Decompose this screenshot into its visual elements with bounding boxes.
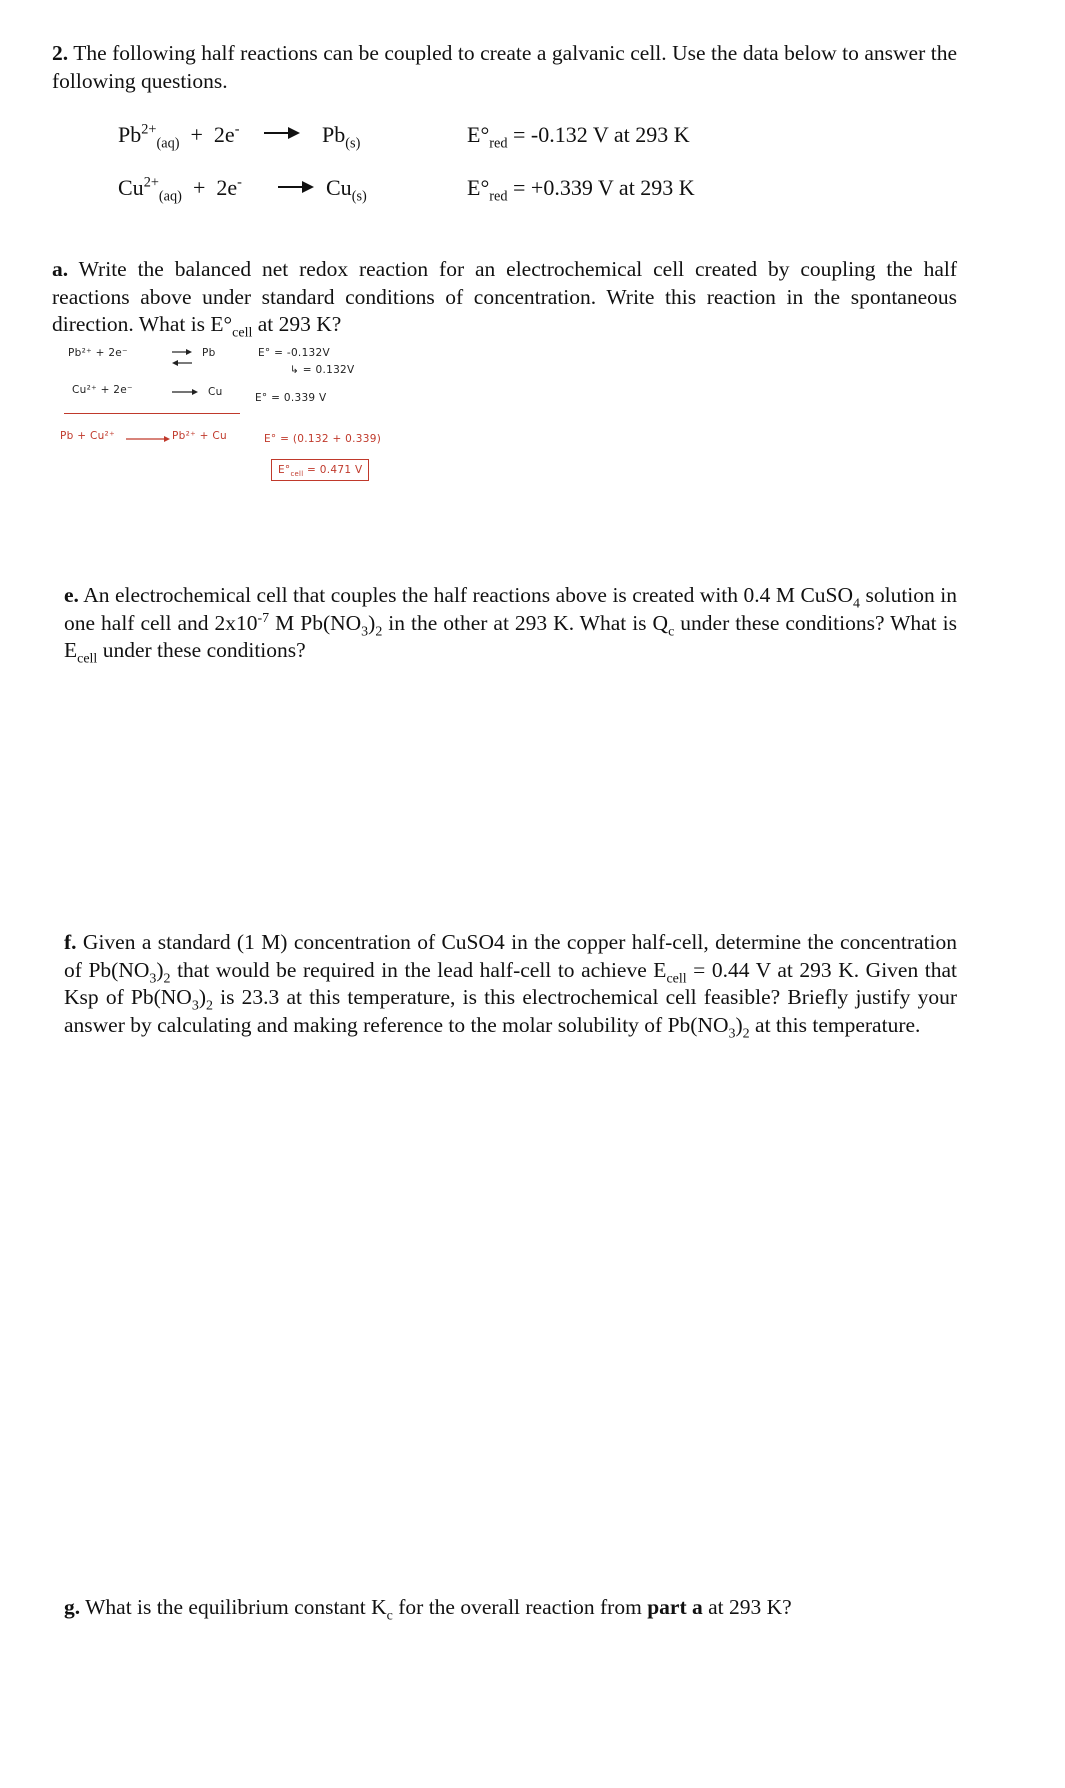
reaction-arrow-icon — [276, 180, 316, 194]
part-a-prompt: a. Write the balanced net redox reaction for an electrochemical cell created by coupling the half reactions above under standard conditions of concentration. Write this reaction in the spontaneous direction. What is $E^\circ_{cell}$ at 293 K? — [52, 257, 957, 341]
half-reaction-2-product: $Cu_{(s)}$ — [326, 175, 367, 205]
hw-line1-potential-flipped: ↳ = 0.132V — [290, 364, 355, 376]
hw-line2-potential: E° = 0.339 V — [255, 392, 327, 404]
half-reaction-2-reactants: $Cu^{2+}_{(aq)} + 2e^-$ — [118, 174, 242, 205]
hw-line1-potential: E° = -0.132V — [258, 347, 330, 359]
hw-sum-divider — [64, 413, 240, 414]
hw-line2-reactants: Cu²⁺ + 2e⁻ — [72, 384, 133, 396]
part-g-label: g. — [64, 1595, 81, 1619]
part-e-label: e. — [64, 583, 79, 607]
part-f-prompt: f. Given a standard (1 M) concentration of CuSO4 in the copper half-cell, determine the concentration of $Pb(NO_3)_2$ that would be required in the lead half-cell to achieve $E_{cell} = 0.44$ V at 293 K. Given that Ksp of $Pb(NO_3)_2$ is 23.3 at this temperature, is this electrochemical cell feasible? Briefly justify your answer by calculating and making reference to the molar solubility of $Pb(NO_3)_2$ at this temperature. — [64, 930, 958, 1041]
half-reaction-1-product: $Pb_{(s)}$ — [322, 122, 361, 152]
question-intro — [52, 40, 957, 95]
hw-equilibrium-arrows-icon — [170, 347, 196, 369]
hw-net-reactants: Pb + Cu²⁺ — [60, 430, 115, 442]
hw-line1-product: Pb — [202, 347, 216, 359]
question-intro-text: The following half reactions can be coupled to create a galvanic cell. Use the data below to answer the following questions. — [52, 41, 957, 93]
half-reaction-1-reactants: $Pb^{2+}_{(aq)} + 2e^-$ — [118, 121, 240, 152]
part-e-prompt: e. An electrochemical cell that couples the half reactions above is created with 0.4 M CuSO$_4$ solution in one half cell and $2x10^{-7}$ M $Pb(NO_3)_2$ in the other at 293 K. What is $Q_c$ under these conditions? What is $E_{cell}$ under these conditions? — [64, 583, 957, 667]
hw-net-arrow-icon — [124, 434, 174, 444]
hw-arrow-icon — [170, 387, 202, 397]
reaction-arrow-icon — [262, 126, 302, 140]
hw-net-products: Pb²⁺ + Cu — [172, 430, 227, 442]
hw-answer-box: $E^\circ_{cell} = 0.471$ V — [271, 459, 369, 481]
half-reaction-1-potential: $E^\circ_{red} = -0.132$ V at 293 K — [467, 122, 690, 152]
half-reaction-2-potential: $E^\circ_{red} = +0.339$ V at 293 K — [467, 175, 695, 205]
part-f-label: f. — [64, 930, 77, 954]
part-a-label: a. — [52, 257, 69, 281]
hw-line1-reactants: Pb²⁺ + 2e⁻ — [68, 347, 128, 359]
hw-net-potential-sum: E° = (0.132 + 0.339) — [264, 433, 382, 445]
hw-line2-product: Cu — [208, 386, 223, 398]
question-number: 2. — [52, 41, 69, 65]
part-g-prompt: g. What is the equilibrium constant $K_c$ for the overall reaction from part a at 293 K? — [64, 1595, 792, 1624]
